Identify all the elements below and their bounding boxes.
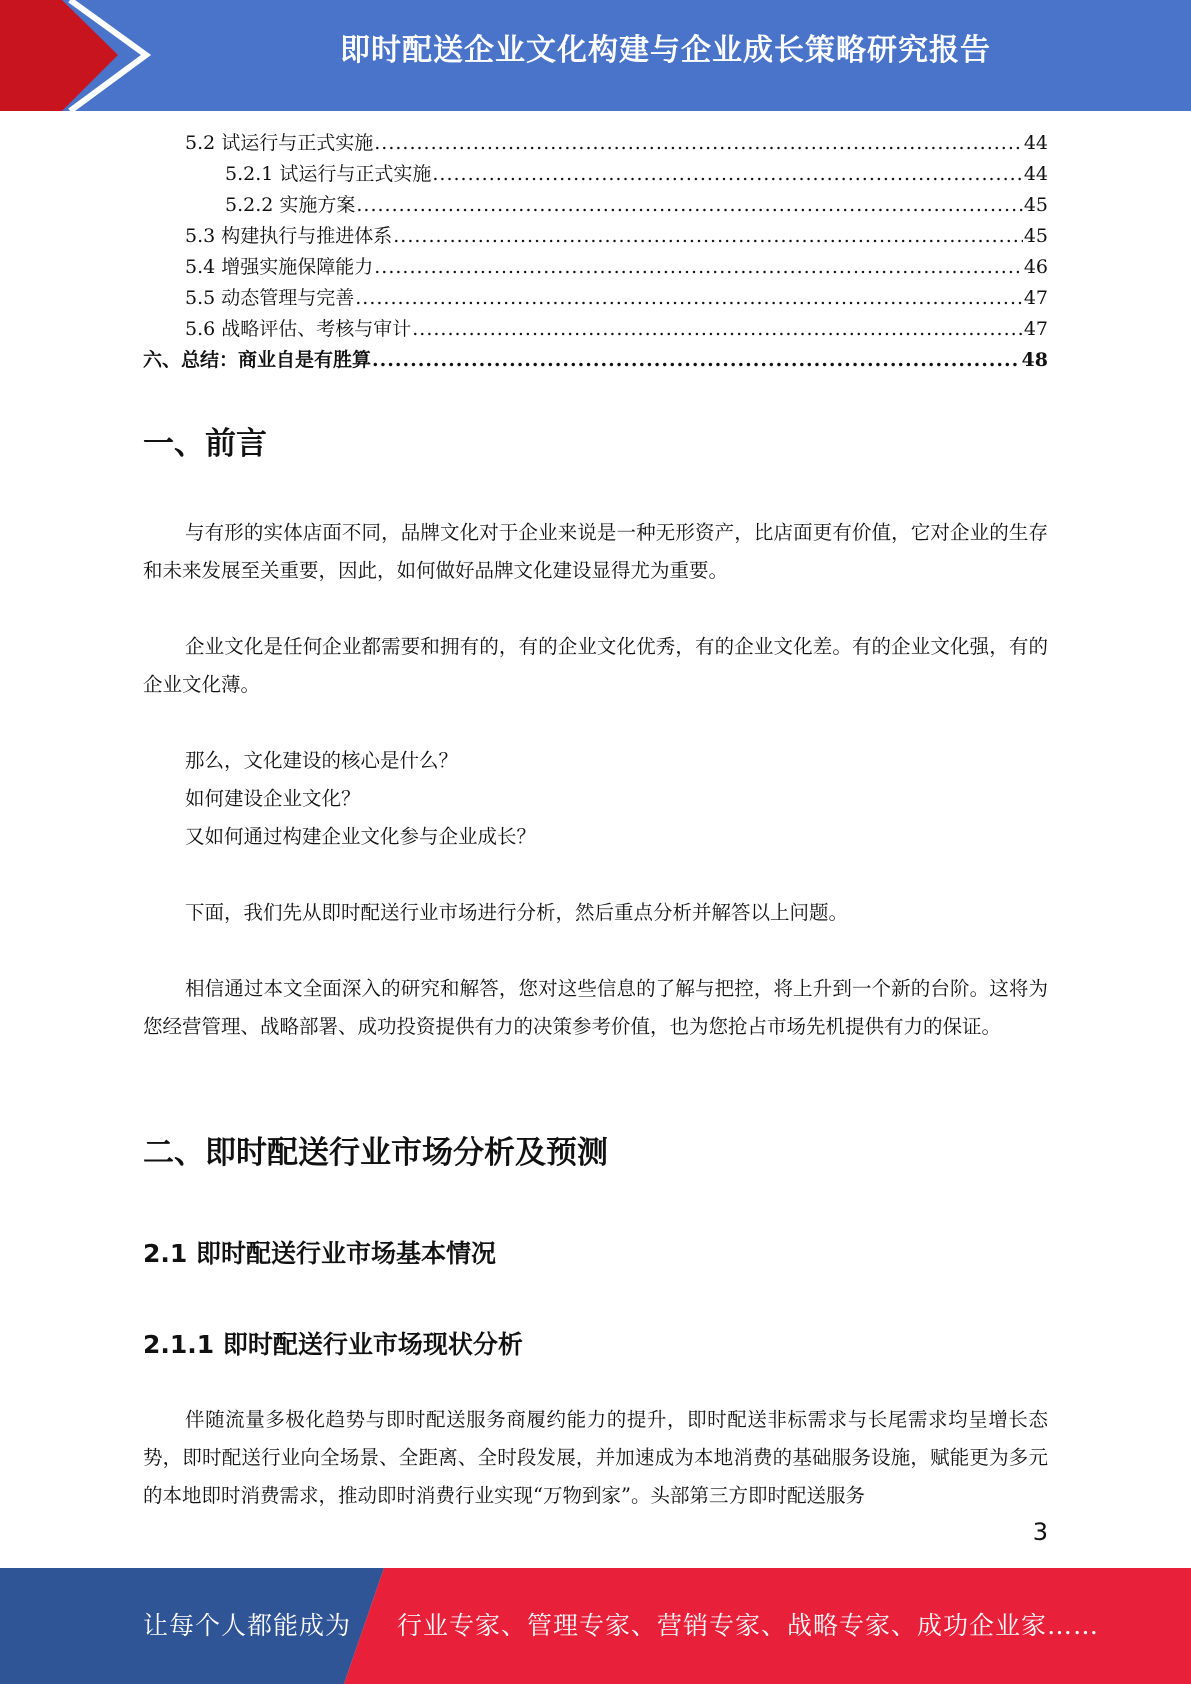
toc-entry[interactable]	[185, 128, 1048, 159]
paragraph: 企业文化是任何企业都需要和拥有的，有的企业文化优秀，有的企业文化差。有的企业文化强，有的企业文化薄。	[143, 635, 1048, 696]
toc-entry-label: 5.3 构建执行与推进体系	[185, 225, 393, 247]
toc-entry-label: 5.2.1 试运行与正式实施	[225, 163, 432, 185]
subsection-title: 2.1.1 即时配送行业市场现状分析	[143, 1330, 523, 1359]
report-footer	[0, 1568, 1191, 1684]
page-number: 3	[1032, 1518, 1048, 1546]
toc-entry-label: 5.2 试运行与正式实施	[185, 132, 374, 154]
toc-entry-chapter[interactable]	[143, 345, 1048, 376]
toc-entry-page: 48	[1021, 349, 1048, 371]
toc-entry-label: 5.6 战略评估、考核与审计	[185, 318, 412, 340]
report-title: 即时配送企业文化构建与企业成长策略研究报告	[340, 33, 991, 68]
toc-entry-label: 5.2.2 实施方案	[225, 194, 356, 216]
toc-leader-dots	[393, 221, 1023, 252]
footer-slogan-right: 行业专家、管理专家、营销专家、战略专家、成功企业家……	[397, 1611, 1100, 1640]
toc-entry-page: 44	[1023, 163, 1048, 185]
toc-leader-dots	[432, 159, 1022, 190]
toc-entry[interactable]	[185, 283, 1048, 314]
toc-entry-page: 47	[1023, 287, 1048, 309]
footer-slogan-left: 让每个人都能成为	[143, 1611, 352, 1640]
section-title: 2.1 即时配送行业市场基本情况	[143, 1239, 496, 1268]
header-chevron-decoration	[0, 0, 160, 111]
toc-entry[interactable]	[185, 314, 1048, 345]
toc-leader-dots	[372, 345, 1021, 376]
chapter-title: 二、即时配送行业市场分析及预测	[143, 1135, 608, 1171]
question-line: 又如何通过构建企业文化参与企业成长？	[185, 825, 537, 848]
paragraph: 与有形的实体店面不同，品牌文化对于企业来说是一种无形资产，比店面更有价值，它对企业的生存和未来发展至关重要，因此，如何做好品牌文化建设显得尤为重要。	[143, 521, 1048, 582]
question-line: 如何建设企业文化？	[185, 787, 361, 810]
toc-leader-dots	[374, 252, 1023, 283]
toc-leader-dots	[412, 314, 1023, 345]
toc-leader-dots	[356, 190, 1022, 221]
paragraph: 伴随流量多极化趋势与即时配送服务商履约能力的提升，即时配送非标需求与长尾需求均呈增长态势，即时配送行业向全场景、全距离、全时段发展，并加速成为本地消费的基础服务设施，赋能更为多元的本地即时消费需求，推动即时消费行业实现“万物到家”。头部第三方即时配送服务	[143, 1408, 1048, 1507]
toc-entry[interactable]	[225, 190, 1048, 221]
toc-entry[interactable]	[185, 252, 1048, 283]
question-line: 那么，文化建设的核心是什么？	[185, 749, 459, 772]
toc-entry-label: 5.4 增强实施保障能力	[185, 256, 374, 278]
toc-entry-label: 六、总结：商业自是有胜算	[143, 349, 372, 371]
toc-entry-page: 44	[1023, 132, 1048, 154]
toc-entry-page: 46	[1023, 256, 1048, 278]
toc-entry[interactable]	[185, 221, 1048, 252]
section-title-preface: 一、前言	[143, 426, 267, 462]
toc-entry-page: 45	[1023, 194, 1048, 216]
report-header	[0, 0, 1191, 111]
toc-entry-label: 5.5 动态管理与完善	[185, 287, 355, 309]
toc-entry-page: 45	[1023, 225, 1048, 247]
toc-leader-dots	[374, 128, 1023, 159]
toc-entry-page: 47	[1023, 318, 1048, 340]
toc-entry[interactable]	[225, 159, 1048, 190]
toc-leader-dots	[355, 283, 1023, 314]
paragraph: 下面，我们先从即时配送行业市场进行分析，然后重点分析并解答以上问题。	[185, 901, 849, 924]
paragraph: 相信通过本文全面深入的研究和解答，您对这些信息的了解与把控，将上升到一个新的台阶。这将为您经营管理、战略部署、成功投资提供有力的决策参考价值，也为您抢占市场先机提供有力的保证。	[143, 977, 1048, 1038]
